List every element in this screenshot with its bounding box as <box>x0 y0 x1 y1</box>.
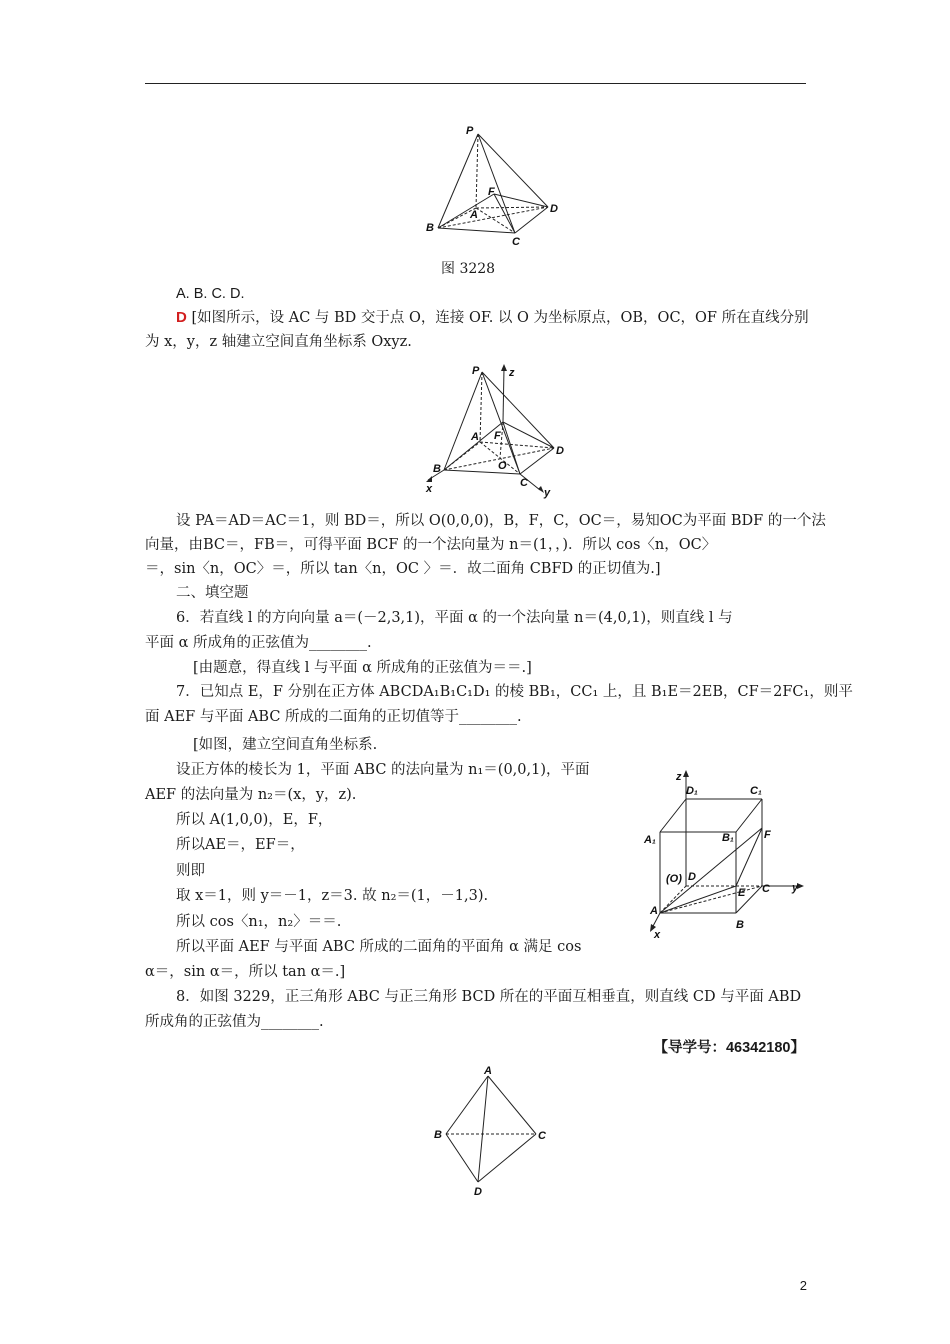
fig3-label-A1: A₁ <box>644 834 656 846</box>
fig2-label-P: P <box>472 365 480 377</box>
answer-line-5: ＝，sin〈n，OC〉＝，所以 tan〈n，OC 〉＝．故二面角 CBFD 的正切值为.] <box>145 561 661 577</box>
fig2-label-x: x <box>426 483 433 495</box>
fig3-label-y: y <box>792 882 799 894</box>
answer-line-2: 为 x，y，z 轴建立空间直角坐标系 Oxyz. <box>145 334 412 350</box>
figure-3228-caption: 图 3228 <box>441 261 496 277</box>
fig3-label-E: E <box>738 887 746 899</box>
section-heading-fill-in: 二、填空题 <box>176 585 249 601</box>
fig3-label-A: A <box>650 905 658 917</box>
question-7-answer-6: 则即 <box>176 863 205 879</box>
guide-number: 【导学号：46342180】 <box>653 1040 805 1056</box>
question-6-line-1: 6．若直线 l 的方向向量 a＝(－2,3,1)，平面 α 的一个法向量 n＝(4,0,1)，则直线 l 与 <box>176 610 733 626</box>
answer-line-1 <box>176 307 809 329</box>
fig4-label-D: D <box>474 1186 482 1198</box>
fig3-label-D: D <box>688 871 696 883</box>
answer-line-3: 设 PA＝AD＝AC＝1，则 BD＝，所以 O(0,0,0)，B，F，C，OC＝，易知OC为平面 BDF 的一个法 <box>176 513 826 529</box>
question-7-answer-8: 所以 cos〈n₁，n₂〉＝＝. <box>176 914 342 930</box>
figure-cube <box>640 770 810 940</box>
page-number: 2 <box>799 1278 807 1293</box>
figure-3229 <box>430 1062 550 1197</box>
question-6-line-2: 平面 α 所成角的正弦值为________. <box>145 635 372 651</box>
question-7-answer-4: 所以 A(1,0,0)，E，F， <box>176 812 333 828</box>
fig3-label-z: z <box>676 771 682 783</box>
question-7-answer-1: [如图，建立空间直角坐标系. <box>193 737 378 753</box>
question-6-answer: [由题意，得直线 l 与平面 α 所成角的正弦值为＝＝.] <box>193 660 532 676</box>
fig2-label-z: z <box>509 367 515 379</box>
fig1-label-C: C <box>512 236 520 248</box>
question-7-answer-7: 取 x＝1，则 y＝－1，z＝3. 故 n₂＝(1，－1,3). <box>176 888 489 904</box>
fig4-label-B: B <box>434 1129 442 1141</box>
question-7-line-1: 7．已知点 E，F 分别在正方体 ABCDA₁B₁C₁D₁ 的棱 BB₁，CC₁ 上，且 B₁E＝2EB，CF＝2FC₁，则平 <box>176 684 853 700</box>
question-7-answer-3: AEF 的法向量为 n₂＝(x，y，z). <box>145 787 357 803</box>
fig3-label-C: C <box>762 883 770 895</box>
fig4-label-C: C <box>538 1130 546 1142</box>
fig2-label-O: O <box>498 460 507 472</box>
question-8-line-2: 所成角的正弦值为________. <box>145 1014 324 1030</box>
fig2-label-A: A <box>471 431 479 443</box>
fig3-label-B: B <box>736 919 744 931</box>
question-7-answer-10: α＝，sin α＝，所以 tan α＝.] <box>145 964 346 980</box>
fig3-label-F: F <box>764 829 771 841</box>
options-line: A. B. C. D. <box>176 286 245 302</box>
fig2-label-F: F <box>494 430 501 442</box>
question-7-answer-2: 设正方体的棱长为 1，平面 ABC 的法向量为 n₁＝(0,0,1)，平面 <box>176 762 590 778</box>
fig2-label-y: y <box>544 487 551 499</box>
fig2-label-D: D <box>556 445 564 457</box>
fig1-label-P: P <box>466 125 474 137</box>
fig1-label-D: D <box>550 203 558 215</box>
question-7-answer-9: 所以平面 AEF 与平面 ABC 所成的二面角的平面角 α 满足 cos <box>176 939 582 955</box>
fig1-label-F: F <box>488 186 495 198</box>
fig1-label-B: B <box>426 222 434 234</box>
fig3-label-D1: D₁ <box>686 785 698 797</box>
fig3-label-C1: C₁ <box>750 785 762 797</box>
figure-3228 <box>420 122 570 250</box>
fig3-label-x: x <box>654 929 661 941</box>
answer-text-1: [如图所示，设 AC 与 BD 交于点 O，连接 OF. 以 O 为坐标原点，OB，OC，OF 所在直线分别 <box>191 310 809 326</box>
question-8-line-1: 8．如图 3229，正三角形 ABC 与正三角形 BCD 所在的平面互相垂直，则直线 CD 与平面 ABD <box>176 989 802 1005</box>
question-7-line-2: 面 AEF 与平面 ABC 所成的二面角的正切值等于________. <box>145 709 522 725</box>
figure-pyramid-axes <box>420 362 580 502</box>
answer-letter: D <box>176 309 187 326</box>
question-7-answer-5: 所以AE＝，EF＝， <box>176 837 305 853</box>
fig3-label-B1: B₁ <box>722 832 734 844</box>
header-rule <box>145 83 806 84</box>
fig1-label-A: A <box>470 209 478 221</box>
fig4-label-A: A <box>484 1065 492 1077</box>
fig3-label-O: (O) <box>666 873 682 885</box>
fig2-label-C: C <box>520 477 528 489</box>
fig2-label-B: B <box>433 463 441 475</box>
answer-line-4: 向量，由BC＝，FB＝，可得平面 BCF 的一个法向量为 n＝(1，，)．所以 cos〈n，OC〉 <box>145 537 717 553</box>
